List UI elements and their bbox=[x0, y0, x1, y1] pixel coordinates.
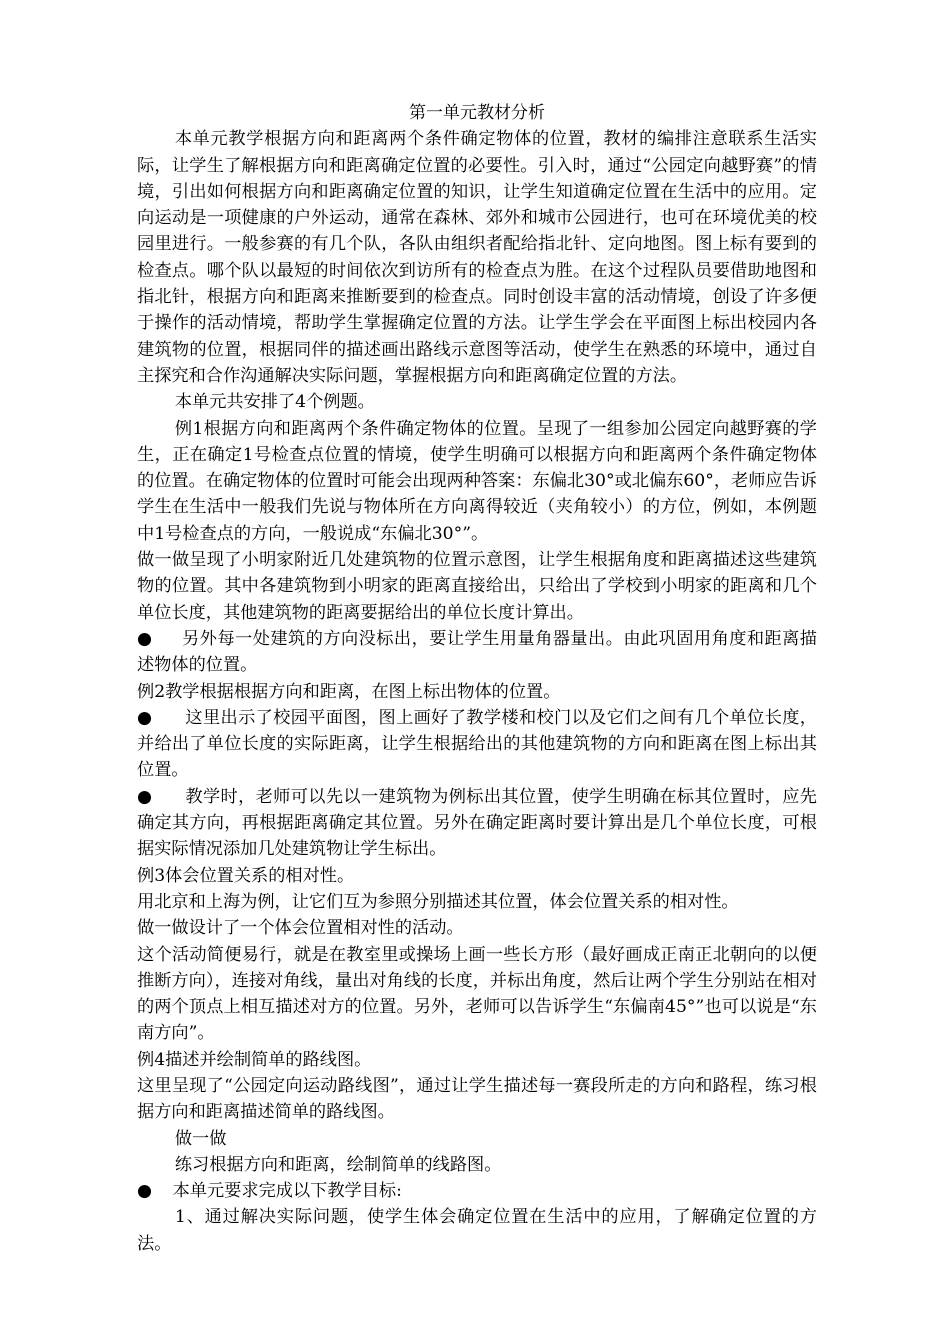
bullet-icon: ● bbox=[137, 707, 153, 728]
bullet-text: 另外每一处建筑的方向没标出，要让学生用量角器量出。由此巩固用角度和距离描述物体的位置。 bbox=[137, 628, 817, 676]
example2-paragraph: 例2教学根据根据方向和距离，在图上标出物体的位置。 bbox=[137, 681, 561, 702]
document-title: 第一单元教材分析 bbox=[409, 103, 545, 123]
intro-paragraph: 本单元教学根据方向和距离两个条件确定物体的位置，教材的编排注意联系生活实际，让学生了解根据方向和距离确定位置的必要性。引入时，通过“公园定向越野赛”的情境，引出如何根据方向和距离确定位置的知识，让学生知道确定位置在生活中的应用。定向运动是一项健康的户外运动，通常在森林、郊外和城市公园进行，也可在环境优美的校园里进行。一般参赛的有几个队，各队由组织者配给指北针、定向地图。图上标有要到的检查点。哪个队以最短的时间依次到访所有的检查点为胜。在这个过程队员要借助地图和指北针，根据方向和距离来推断要到的检查点。同时创设丰富的活动情境，创设了许多便于操作的活动情境，帮助学生掌握确定位置的方法。让学生学会在平面图上标出校园内各建筑物的位置，根据同伴的描述画出路线示意图等活动，使学生在熟悉的环境中，通过自主探究和合作沟通解决实际问题，掌握根据方向和距离确定位置的方法。 bbox=[137, 129, 817, 386]
bullet-text: 这里出示了校园平面图，图上画好了教学楼和校门以及它们之间有几个单位长度，并给出了单位长度的实际距离，让学生根据给出的其他建筑物的方向和距离在图上标出其位置。 bbox=[137, 707, 817, 781]
bullet-item-1 bbox=[137, 626, 817, 679]
example1-paragraph: 例1根据方向和距离两个条件确定物体的位置。呈现了一组参加公园定向越野赛的学生，正在确定1号检查点位置的情境，使学生明确可以根据方向和距离两个条件确定物体的位置。在确定物体的位置时可能会出现两种答案：东偏北30°或北偏东60°，老师应告诉学生在生活中一般我们先说与物体所在方向离得较近（夹角较小）的方位，例如，本例题中1号检查点的方向，一般说成“东偏北30°”。 bbox=[137, 418, 817, 544]
try4-description: 练习根据方向和距离，绘制简单的线路图。 bbox=[174, 1154, 502, 1175]
bullet-icon: ● bbox=[137, 786, 153, 807]
try3-description: 这个活动简便易行，就是在教室里或操场上画一些长方形（最好画成正南正北朝向的以便推断方向），连接对角线，量出对角线的长度，并标出角度，然后让两个学生分别站在相对的两个顶点上相互描述对方的位置。另外，老师可以告诉学生“东偏南45°”也可以说是“东南方向”。 bbox=[137, 944, 817, 1044]
document-page bbox=[137, 100, 817, 1257]
bullet-text: 教学时，老师可以先以一建筑物为例标出其位置，使学生明确在标其位置时，应先确定其方向，再根据距离确定其位置。另外在确定距离时要计算出是几个单位长度，可根据实际情况添加几处建筑物让学生标出。 bbox=[137, 786, 817, 860]
try3-paragraph: 做一做设计了一个体会位置相对性的活动。 bbox=[137, 918, 464, 939]
example4-description: 这里呈现了“公园定向运动路线图”，通过让学生描述每一赛段所走的方向和路程，练习根据方向和距离描述简单的路线图。 bbox=[137, 1075, 817, 1123]
example-count-paragraph: 本单元共安排了4个例题。 bbox=[174, 392, 375, 413]
bullet-item-4 bbox=[137, 1178, 817, 1204]
bullet-icon: ● bbox=[137, 628, 153, 649]
bullet-text: 本单元要求完成以下教学目标: bbox=[172, 1181, 402, 1202]
bullet-item-3 bbox=[137, 784, 817, 863]
try1-paragraph: 做一做呈现了小明家附近几处建筑物的位置示意图，让学生根据角度和距离描述这些建筑物的位置。其中各建筑物到小明家的距离直接给出，只给出了学校到小明家的距离和几个单位长度，其他建筑物的距离要据给出的单位长度计算出。 bbox=[137, 550, 817, 623]
example4-paragraph: 例4描述并绘制简单的路线图。 bbox=[137, 1049, 372, 1070]
example3-paragraph: 例3体会位置关系的相对性。 bbox=[137, 865, 355, 886]
goal1-paragraph: 1、通过解决实际问题，使学生体会确定位置在生活中的应用，了解确定位置的方法。 bbox=[137, 1207, 817, 1254]
bullet-icon: ● bbox=[137, 1181, 152, 1202]
try4-title: 做一做 bbox=[174, 1128, 227, 1149]
example3-description: 用北京和上海为例，让它们互为参照分别描述其位置，体会位置关系的相对性。 bbox=[137, 891, 739, 912]
bullet-item-2 bbox=[137, 705, 817, 784]
